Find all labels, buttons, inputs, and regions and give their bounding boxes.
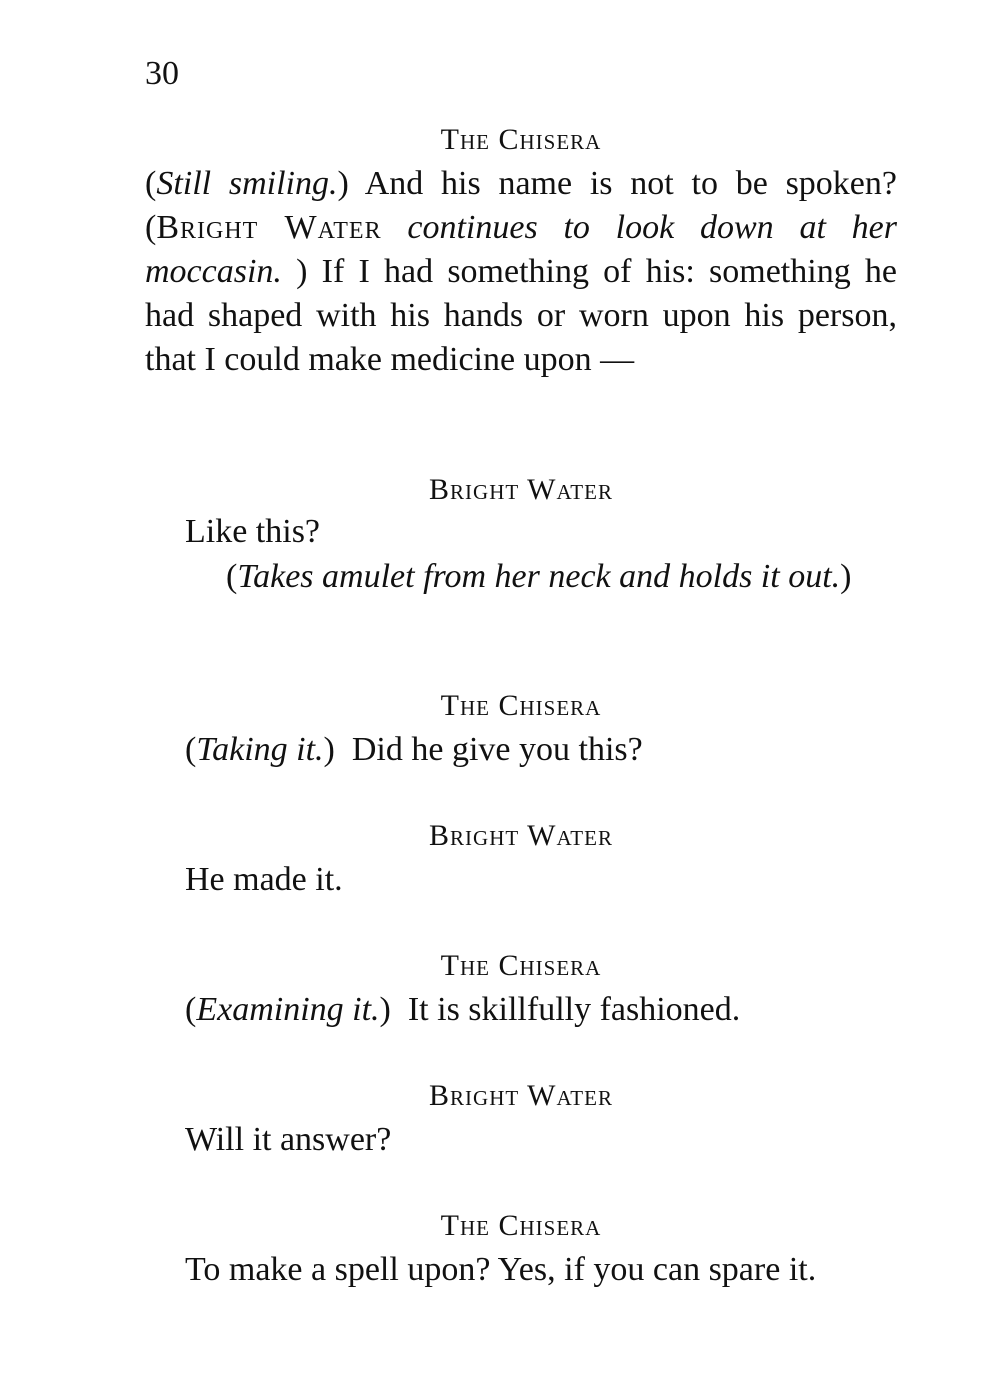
dialogue-text: To make a spell upon? Yes, if you can spare it. — [185, 1251, 817, 1288]
dialogue-text: ) If I had something of his: something he had shaped with his hands or worn upon his person, that I could make medicine upon — — [145, 253, 897, 378]
stage-direction-close: ) — [840, 558, 852, 595]
dialogue-text: Will it answer? — [185, 1121, 392, 1158]
speaker-heading-chisera: The Chisera — [440, 689, 602, 722]
stage-direction-open: ( — [226, 558, 238, 595]
dialogue-text: He made it. — [185, 861, 343, 898]
stage-direction-text: Takes amulet from her neck and holds it out. — [237, 558, 841, 595]
stage-direction-text: continues to look down at her moccasin. — [145, 209, 897, 290]
dialogue-text: And his name is not to be spoken? ( — [145, 165, 897, 246]
speaker-heading-bright-water: Bright Water — [429, 819, 613, 852]
dialogue-text: It is skillfully fashioned. — [390, 991, 741, 1028]
speech-paragraph-3 — [145, 728, 937, 772]
page-number: 30 — [145, 55, 179, 92]
speech-paragraph-7 — [145, 1248, 897, 1292]
character-name-inline: Bright Water — [156, 209, 382, 246]
stage-direction-open: ( — [145, 165, 157, 202]
speaker-heading-bright-water: Bright Water — [429, 1079, 613, 1112]
dialogue-text: Like this? — [185, 513, 321, 550]
speaker-heading-chisera: The Chisera — [440, 1209, 602, 1242]
speaker-heading-chisera: The Chisera — [440, 123, 602, 156]
stage-direction-text: Examining it. — [196, 991, 380, 1028]
stage-direction-close: ) — [379, 991, 391, 1028]
speech-paragraph-2 — [145, 510, 937, 554]
stage-direction-text: Still smiling. — [156, 165, 338, 202]
stage-direction-close: ) — [337, 165, 349, 202]
stage-direction-block — [145, 555, 1000, 599]
stage-direction-open: ( — [185, 731, 197, 768]
speaker-heading-bright-water: Bright Water — [429, 473, 613, 506]
stage-direction-close: ) — [323, 731, 335, 768]
speech-paragraph-1 — [145, 162, 897, 382]
speech-paragraph-5 — [145, 988, 937, 1032]
stage-direction-open: ( — [185, 991, 197, 1028]
speech-paragraph-6 — [145, 1118, 937, 1162]
speaker-heading-chisera: The Chisera — [440, 949, 602, 982]
stage-direction-text: Taking it. — [196, 731, 324, 768]
dialogue-text: Did he give you this? — [334, 731, 643, 768]
speech-paragraph-4 — [145, 858, 937, 902]
